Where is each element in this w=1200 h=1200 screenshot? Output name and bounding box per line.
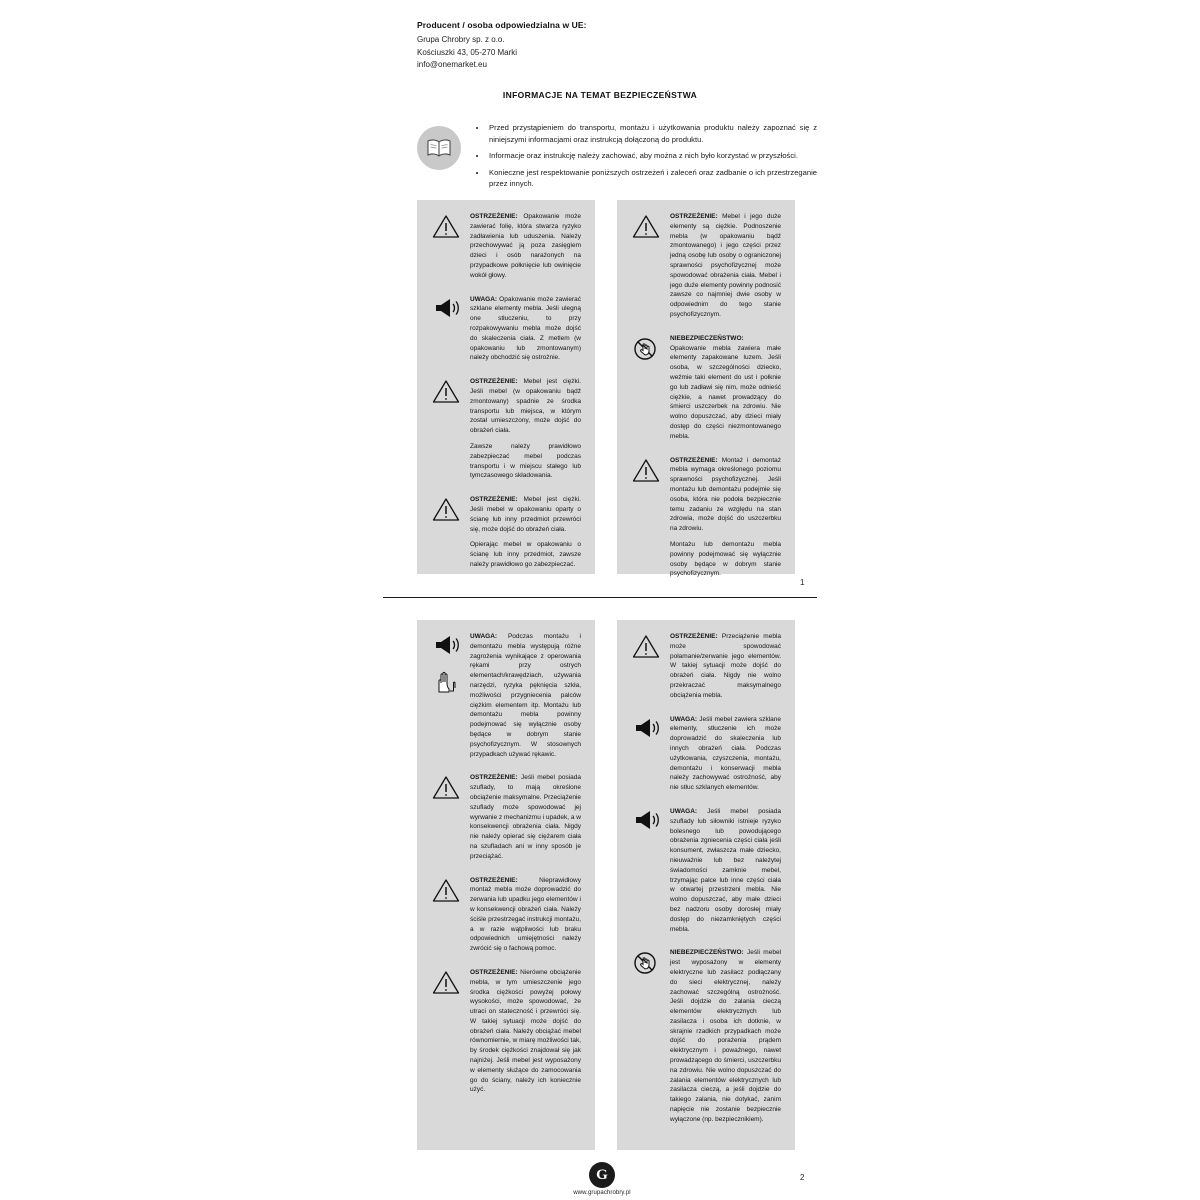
warning-paragraph: Nieprawidłowy montaż mebla może doprowadzić do zerwania lub upadku jego elementów i w konsekwencji obrażeń ciała. Należy ściśle przestrzegać instrukcji montażu, a w razie wątpliwości lub braku odpowiednich umiejętności należy zwrócić się o fachową pomoc. [470,876,581,953]
manufacturer-email: info@onemarket.eu [417,60,487,69]
brand-logo [572,1162,632,1196]
warning-paragraph: Montaż i demontaż mebla wymaga określonego poziomu sprawności psychofizycznej. Jeśli montażu lub demontażu podejmie się osoba, która nie podoła bezpiecznie temu zadaniu ze względu na stan zdrowia, może dojść do uszczerbku na zdrowiu. [670,456,782,533]
warning-text [470,773,581,861]
warning-triangle-icon [431,495,461,522]
warning-text [670,807,781,934]
warning-triangle-icon [431,773,461,800]
warning-triangle-icon [431,968,461,995]
warning-item [631,632,781,701]
warning-label: OSTRZEŻENIE: [470,876,518,884]
warning-text [470,212,581,281]
warning-triangle-icon [431,377,461,404]
warning-text [470,377,581,481]
warning-text [670,632,781,701]
warning-paragraph: Podczas montażu i demontażu mebla występują różne zagrożenia wynikające z operowania rękami przy ostrych elementach/krawędziach, używania narzędzi, ryzyka pęknięcia szkła, możliwości przygniecenia palców ciężkim elementem itp. Montażu lub demontażu mebla powinny podejmować się wyłącznie osoby będące w dobrym stanie psychofizycznym. W stosownych przypadkach używać rękawic. [470,633,582,758]
logo-url: www.grupachrobry.pl [573,1190,631,1196]
warning-paragraph: Jeśli mebel zawiera szklane elementy, stłuczenie ich może doprowadzić do skaleczenia lub innych obrażeń ciała. Podczas użytkowania, czyszczenia, montażu, demontażu i konserwacji mebla należy zachowywać ostrożność, aby nie stłuc szklanych elementów. [670,715,782,792]
intro-bullet-list [475,122,817,195]
warning-triangle-icon [631,632,661,659]
warning-item [431,632,581,759]
warning-column-page2-right [617,620,795,1150]
megaphone-icon [431,295,461,319]
page-number-1: 1 [800,578,805,587]
warning-paragraph: Opakowanie może zawierać folię, która stwarza ryzyko zadławienia lub uduszenia. Należy przechowywać ją poza zasięgiem dzieci i osób narażonych na przypadkowe połknięcie lub owinięcie wokół głowy. [470,213,581,279]
warning-triangle-icon [431,212,461,239]
manufacturer-company: Grupa Chrobry sp. z o.o. [417,35,505,44]
page-title: INFORMACJE NA TEMAT BEZPIECZEŃSTWA [502,90,698,100]
warning-column-page1-right [617,200,795,578]
warning-paragraph: Jeśli mebel posiada szuflady, to mają określone obciążenie maksymalne. Przeciążenie szuflady może spowodować jej wyrwanie z mechanizmu i upadek, a w konsekwencji obrażenia ciała. Nigdy nie należy opierać się ciężarem ciała na szufladach ani w inny sposób je przeciążać. [470,774,581,860]
open-book-icon [417,126,461,170]
warning-label: OSTRZEŻENIE: [670,456,718,464]
warning-label: OSTRZEŻENIE: [670,633,718,640]
list-item: • Przed przystąpieniem do transportu, montażu i użytkowania produktu należy zapoznać się z niniejszymi informacjami oraz instrukcją dołączoną do produktu. [487,122,817,145]
logo-letter: G [589,1162,615,1188]
warning-paragraph: Zawsze należy prawidłowo zabezpieczać mebel podczas transportu i w miejscu stałego lub tymczasowego składowania. [470,442,581,480]
warning-paragraph: Mebel jest ciężki. Jeśli mebel (w opakowaniu bądź zmontowany) spadnie ze środka transportu lub miejsca, w którym został umieszczony, może dojść do obrażeń ciała. [470,378,581,435]
warning-text [470,632,581,759]
warning-item [431,968,581,1095]
warning-label: OSTRZEŻENIE: [670,213,718,220]
warning-label: OSTRZEŻENIE: [470,378,518,386]
megaphone-icon [631,715,661,739]
no-entry-hand-icon [631,948,661,976]
warning-paragraph: Mebel i jego duże elementy są ciężkie. Podnoszenie mebla (w opakowaniu bądź zmontowanego) i jego części przez jedną osobę lub osoby o ograniczonej sprawności psychofizycznej może spowodować obrażenia ciała. Mebel i jego duże elementy powinny podnosić zawsze co najmniej dwie osoby w odpowiednim do tego stanie psychofizycznym. [670,213,781,318]
warning-paragraph: Nierówne obciążenie mebla, w tym umieszczenie jego środka ciężkości powyżej połowy wysokości, może spowodować, że utraci on stateczność i przewróci się. W takiej sytuacji może dojść do obrażeń ciała. Należy obciążać mebel równomiernie, w miarę możliwości tak, by środek ciężkości znajdował się jak najniżej. Jeśli mebel jest wyposażony w elementy służące do zamocowania go do ściany, należy ich koniecznie użyć. [470,968,582,1094]
list-item: • Informacje oraz instrukcję należy zachować, aby można z nich było korzystać w przyszłości. [487,150,817,162]
warning-item [631,334,781,442]
warning-text [470,968,581,1095]
megaphone-icon [432,634,460,656]
warning-column-page1-left [417,200,595,574]
warning-label: UWAGA: [670,715,698,723]
list-item: • Konieczne jest respektowanie poniższych ostrzeżeń i zaleceń oraz zadbanie o ich przestrzeganie przez innych. [487,167,817,190]
warning-text [470,295,581,364]
warning-paragraph: Opakowanie może zawierać szklane elementy mebla. Jeśli ulegną one stłuczeniu, to przy rozpakowywaniu mebla może dojść do skaleczenia ciała. Z metlem (w opakowaniu lub zmontowanym) należy obchodzić się ostrożnie. [470,295,581,362]
warning-paragraph: Przeciążenie mebla może spowodować połamanie/zerwanie jego elementów. W takiej sytuacji może dojść do obrażeń ciała. Nigdy nie wolno przekraczać maksymalnego obciążenia mebla. [670,633,781,699]
gloves-icon [432,670,460,694]
warning-label: NIEBEZPIECZEŃSTWO: [670,949,744,957]
warning-label: OSTRZEŻENIE: [470,968,518,976]
warning-text [670,334,781,442]
warning-text [470,876,581,954]
warning-label: UWAGA: [670,807,698,815]
warning-text [670,715,781,793]
warning-item [431,876,581,954]
megaphone-gloves-icons [431,632,461,694]
warning-column-page2-left [417,620,595,1150]
warning-label: NIEBEZPIECZEŃSTWO: [670,334,744,342]
warning-item [431,495,581,570]
manufacturer-block [417,20,837,72]
warning-item [431,212,581,281]
warning-text [670,456,781,580]
warning-item [631,212,781,320]
warning-paragraph: Montażu lub demontażu mebla powinny podejmować się wyłącznie osoby będące w dobrym stanie psychofizycznym. [670,540,781,578]
warning-paragraph: Opakowanie mebla zawiera małe elementy zapakowane luzem. Jeśli osoba, w szczególności dziecko, weźmie taki element do ust i połknie go lub zadławi się nim, może odnieść ciężkie, a nawet prowadzący do śmierci uszczerbek na zdrowiu. Nie wolno dopuszczać, aby dzieci miały dostęp do części niezmontowanego mebla. [670,344,781,440]
warning-item [631,715,781,793]
warning-paragraph: Opierając mebel w opakowaniu o ścianę lub inny przedmiot, zawsze należy prawidłowo go zabezpieczać. [470,541,581,568]
warning-item [431,377,581,481]
manufacturer-title: Producent / osoba odpowiedzialna w UE: [417,20,587,30]
warning-text [670,212,781,320]
warning-paragraph: Jeśli mebel posiada szuflady lub siłowniki istnieje ryzyko bolesnego lub powodującego obrażenia zgniecenia części ciała jeśli konsument, zwłaszcza małe dziecko, nieuważnie lub bez należytej świadomości zamknie mebel, trzymając palce lub inne części ciała w otwartej przestrzeni mebla. Nie wolno dopuszczać, aby małe dzieci bez nadzoru osoby dorosłej miały dostęp do niezamkniętych części mebla. [670,807,781,933]
warning-item [631,807,781,934]
warning-label: OSTRZEŻENIE: [470,774,518,782]
warning-paragraph: Jeśli mebel jest wyposażony w elementy elektryczne lub zasilacz podłączany do sieci elektrycznej, należy zachować szczególną ostrożność. Jeśli dojdzie do zalania cieczą elementów elektrycznych lub zasilacza i osoba ich dotknie, w skrajnie rzadkich przypadkach może dojść do porażenia prądem elektrycznym i poważnego, nawet prowadzącego do śmierci, uszczerbku na zdrowiu. Nie wolno dopuszczać do zalania elementów elektrycznych lub zasilacza cieczą, a jeśli dojdzie do takiego zalania, nie dotykać, zanim napięcie nie zostanie bezpiecznie wyłączone (np. bezpiecznikiem). [670,949,781,1123]
warning-item [631,456,781,580]
megaphone-icon [631,807,661,831]
warning-triangle-icon [631,456,661,483]
warning-text [470,495,581,570]
warning-item [631,948,781,1124]
warning-label: OSTRZEŻENIE: [470,496,518,504]
warning-item [431,295,581,364]
page-number-2: 2 [800,1173,805,1182]
manufacturer-address: Kościuszki 43, 05-270 Marki [417,47,518,57]
warning-triangle-icon [431,876,461,903]
warning-label: OSTRZEŻENIE: [470,213,518,220]
warning-text [670,948,781,1124]
intro-block [417,122,817,195]
warning-label: UWAGA: [470,295,498,303]
sheet-divider [383,597,817,598]
warning-paragraph: Mebel jest ciężki. Jeśli mebel w opakowaniu oparty o ścianę lub inny przedmiot przewróci się, może dojść do obrażeń ciała. [470,496,581,533]
warning-item [431,773,581,861]
warning-triangle-icon [631,212,661,239]
no-entry-hand-icon [631,334,661,362]
warning-label: UWAGA: [470,633,498,640]
